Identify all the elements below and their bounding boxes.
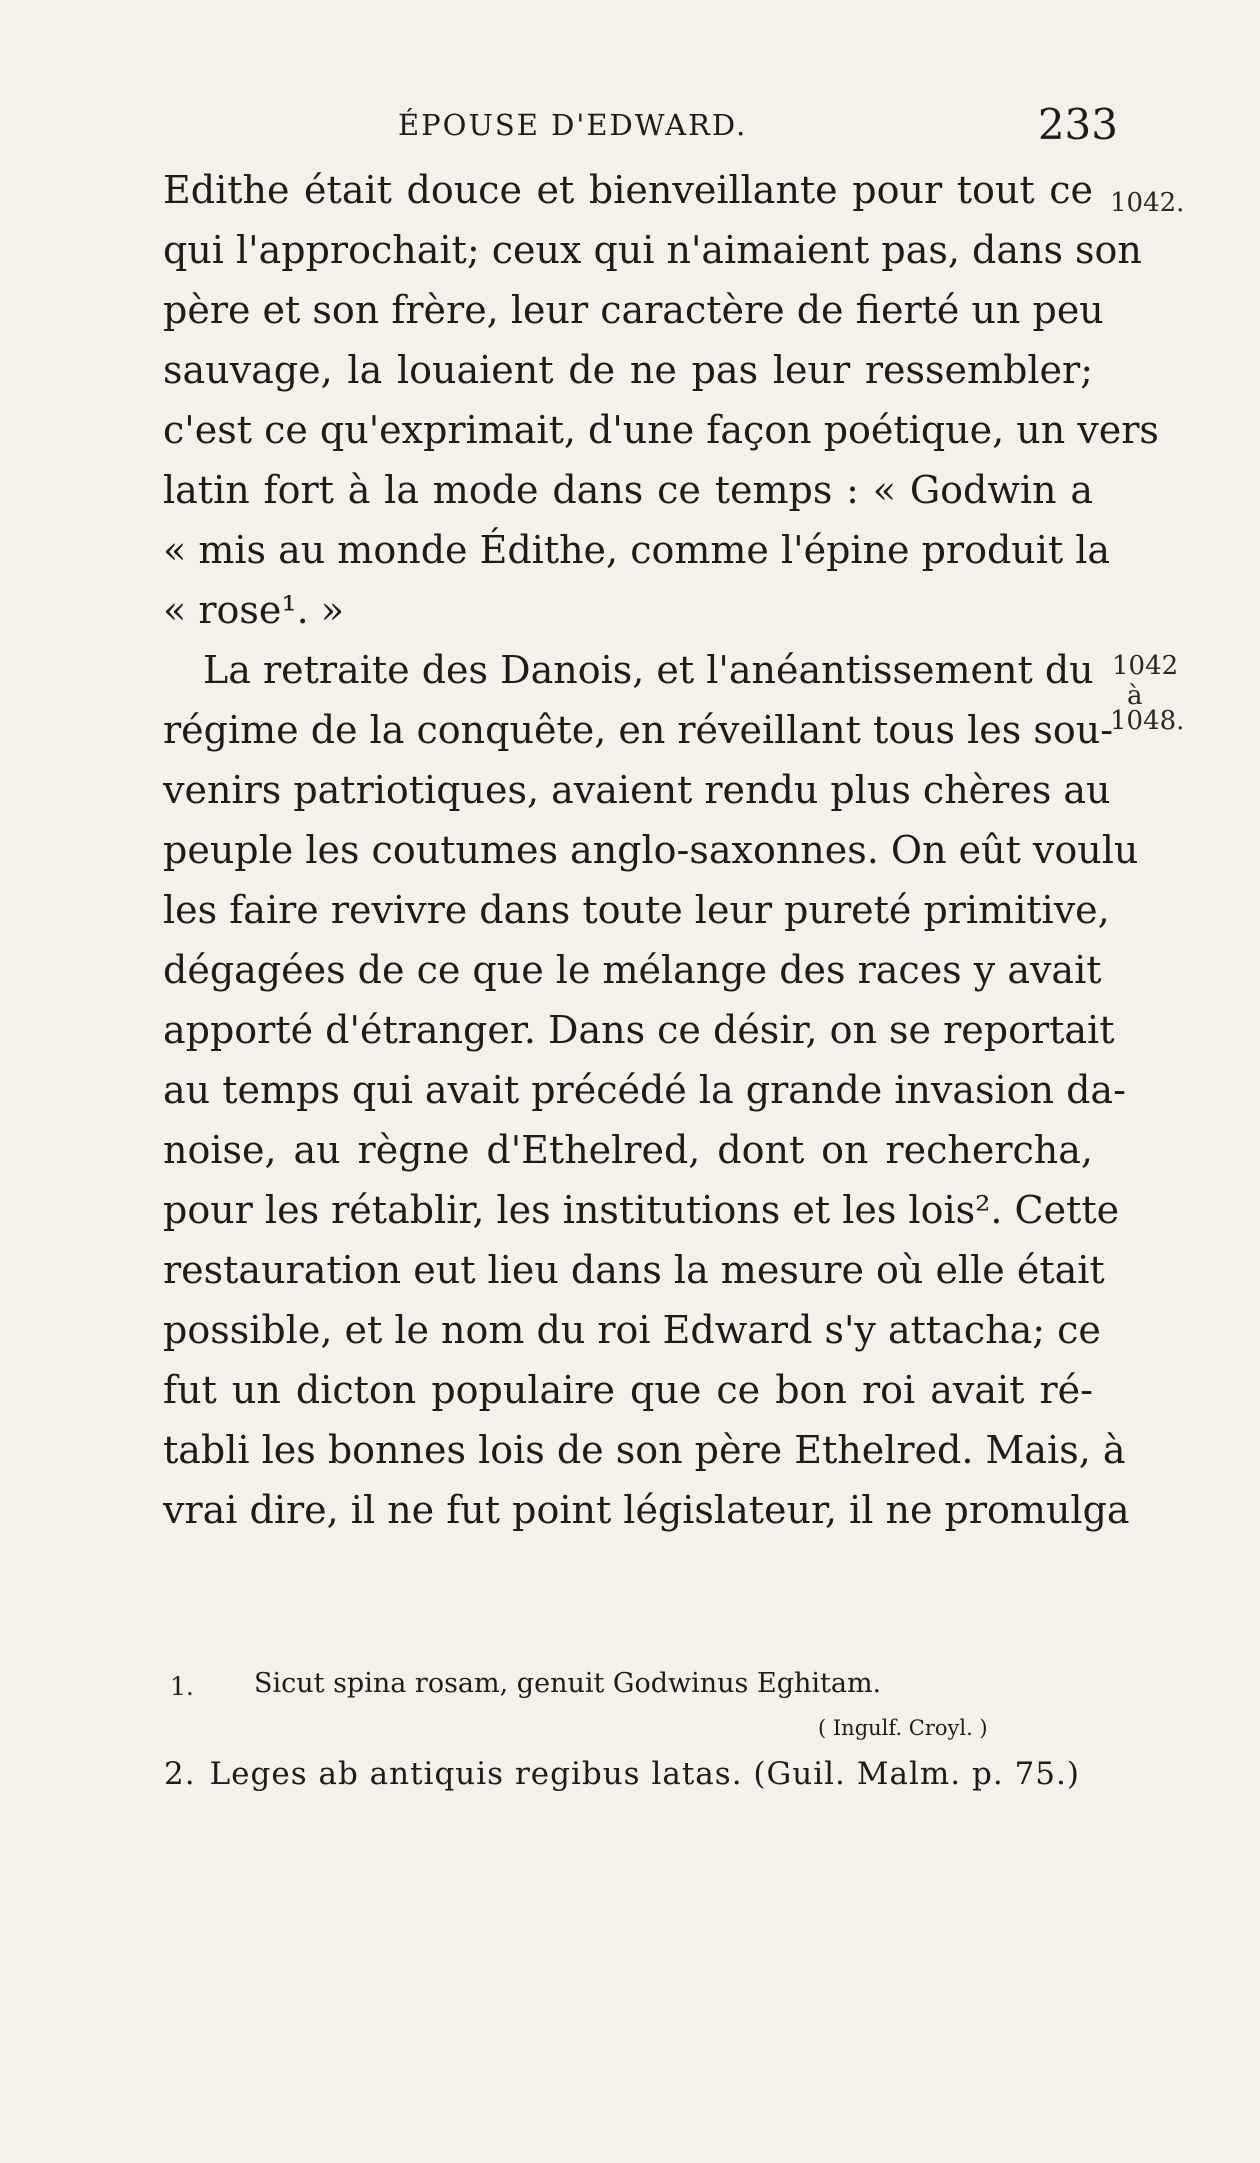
margin-range-start: 1042: [1112, 651, 1179, 681]
text-line: au temps qui avait précédé la grande invasion da-: [163, 1068, 1126, 1112]
text-line: venirs patriotiques, avaient rendu plus chères au: [163, 768, 1111, 812]
footnote-1-number: 1.: [170, 1672, 194, 1701]
text-line: noise, au règne d'Ethelred, dont on rechercha,: [163, 1128, 1093, 1172]
text-line: apporté d'étranger. Dans ce désir, on se reportait: [163, 1008, 1115, 1052]
text-line: régime de la conquête, en réveillant tous les sou-: [163, 708, 1114, 752]
footnote-1-text: Sicut spina rosam, genuit Godwinus Eghitam.: [254, 1668, 882, 1699]
text-line: pour les rétablir, les institutions et les lois². Cette: [163, 1188, 1120, 1232]
text-line: restauration eut lieu dans la mesure où elle était: [163, 1248, 1105, 1292]
text-line: peuple les coutumes anglo-saxonnes. On eût voulu: [163, 828, 1139, 872]
text-line: possible, et le nom du roi Edward s'y attacha; ce: [163, 1308, 1101, 1352]
text-line: qui l'approchait; ceux qui n'aimaient pas, dans son: [163, 228, 1142, 272]
running-head-title: ÉPOUSE D'EDWARD.: [398, 108, 748, 142]
text-line: père et son frère, leur caractère de fierté un peu: [163, 288, 1104, 332]
text-line: fut un dicton populaire que ce bon roi avait ré-: [163, 1368, 1093, 1412]
text-line: Edithe était douce et bienveillante pour tout ce: [163, 168, 1093, 212]
paragraph-start-line: La retraite des Danois, et l'anéantissement du: [203, 648, 1094, 692]
text-line: « mis au monde Édithe, comme l'épine produit la: [163, 528, 1111, 572]
page-number: 233: [1037, 100, 1118, 149]
text-line: « rose¹. »: [163, 588, 345, 632]
text-line: vrai dire, il ne fut point législateur, il ne promulga: [163, 1488, 1130, 1532]
text-line: c'est ce qu'exprimait, d'une façon poétique, un vers: [163, 408, 1159, 452]
margin-year-note: 1042.: [1110, 188, 1185, 218]
margin-range-separator: à: [1127, 681, 1143, 711]
text-line: sauvage, la louaient de ne pas leur ressembler;: [163, 348, 1093, 392]
text-line: les faire revivre dans toute leur pureté primitive,: [163, 888, 1110, 932]
text-line: latin fort à la mode dans ce temps : « Godwin a: [163, 468, 1093, 512]
text-line: dégagées de ce que le mélange des races y avait: [163, 948, 1102, 992]
margin-range-end: 1048.: [1110, 706, 1185, 736]
footnote-2: [164, 1756, 1080, 1792]
text-line: tabli les bonnes lois de son père Ethelred. Mais, à: [163, 1428, 1126, 1472]
running-head: [398, 100, 1118, 149]
footnote-2-text: Leges ab antiquis regibus latas. (Guil. Malm. p. 75.): [209, 1756, 1080, 1792]
footnote-1-source: ( Ingulf. Croyl. ): [818, 1716, 988, 1740]
footnote-2-number: 2.: [164, 1756, 196, 1792]
